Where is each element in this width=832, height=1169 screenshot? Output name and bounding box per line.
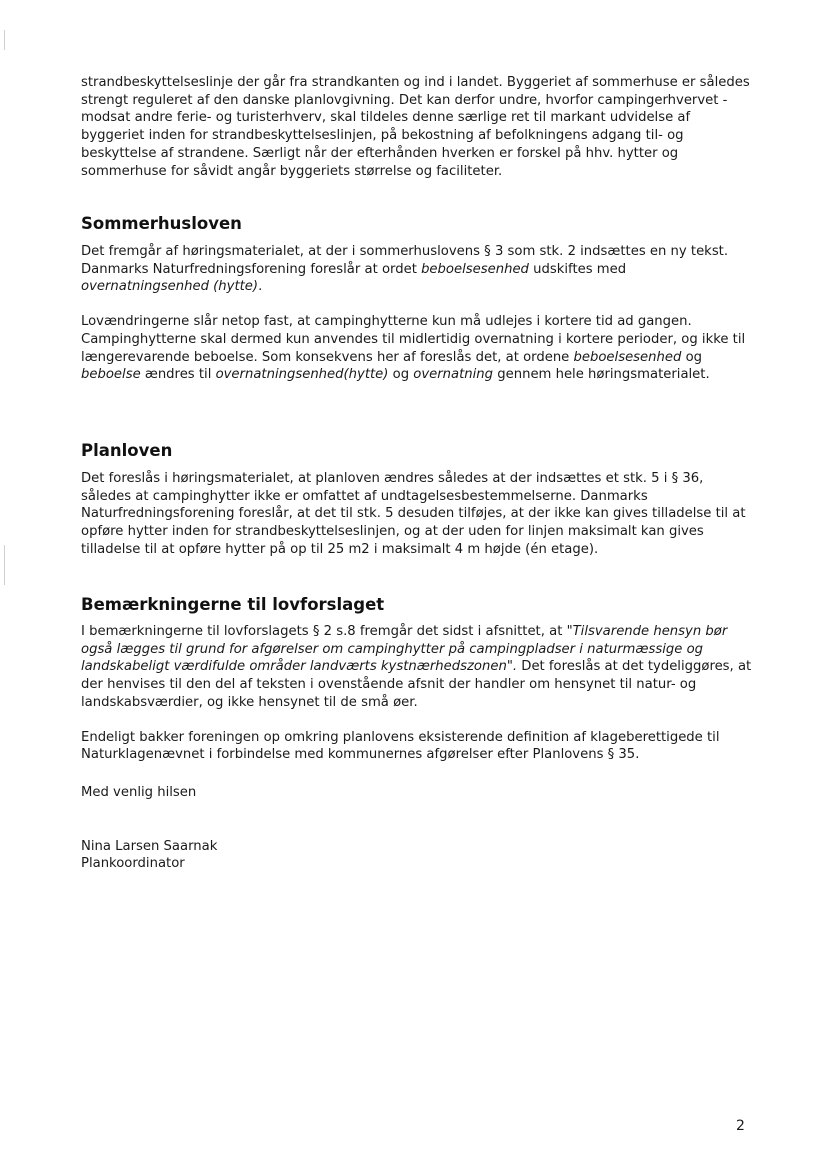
- greeting: Med venlig hilsen: [81, 785, 197, 800]
- sommerhusloven-section: [81, 214, 753, 384]
- planloven-section: [81, 441, 753, 559]
- bemaerkninger-paragraph-1: I bemærkningerne til lovforslagets § 2 s.8 fremgår det sidst i afsnittet, at "Tilsvarende hensyn bør også lægges til grund for afgørelser om campinghytter på campingpladser i naturmæssige og landskabeligt værdifulde områder landværts kystnærhedszonen". Det foreslås at det tydeliggøres, at der henvises til den del af teksten i ovenstående afsnit der handler om hensynet til natur- og landskabsværdier, og ikke hensynet til de små øer.: [81, 624, 752, 710]
- scan-artifact: [4, 30, 5, 50]
- scan-artifact: [4, 545, 5, 585]
- bemaerkninger-section: [81, 595, 753, 764]
- sommerhusloven-paragraph-1: Det fremgår af høringsmaterialet, at der i sommerhuslovens § 3 som stk. 2 indsættes en ny tekst. Danmarks Naturfredningsforening foreslår at ordet beboelsesenhed udskiftes med overnatningsenhed (hytte).: [81, 244, 729, 295]
- intro-section: [81, 74, 753, 180]
- bemaerkninger-paragraph-2: Endeligt bakker foreningen op omkring planlovens eksisterende definition af klageberettigede til Naturklagenævnet i forbindelse med kommunernes afgørelser efter Planlovens § 35.: [81, 729, 720, 763]
- section-heading: Bemærkningerne til lovforslaget: [81, 595, 385, 614]
- sommerhusloven-paragraph-2: Lovændringerne slår netop fast, at campinghytterne kun må udlejes i kortere tid ad gangen. Campinghytterne skal dermed kun anvendes til midlertidig overnatning i kortere perioder, og ikke til længerevarende beboelse. Som konsekvens her af foreslås det, at ordene beboelsesenhed og beboelse ændres til overnatningsenhed(hytte) og overnatning gennem hele høringsmaterialet.: [81, 314, 746, 383]
- signer-name: Nina Larsen Saarnak: [81, 838, 218, 854]
- planloven-paragraph: Det foreslås i høringsmaterialet, at planloven ændres således at der indsættes et stk. 5 i § 36, således at campinghytter ikke er omfattet af undtagelsesbestemmelserne. Danmarks Naturfredningsforening foreslår, at det til stk. 5 desuden tilføjes, at der ikke kan gives tilladelse til at opføre hytter inden for strandbeskyttelseslinjen, og at der uden for linjen maksimalt kan gives tilladelse til at opføre hytter på op til 25 m2 i maksimalt 4 m højde (én etage).: [81, 471, 746, 557]
- section-heading: Planloven: [81, 441, 173, 460]
- intro-paragraph: strandbeskyttelseslinje der går fra strandkanten og ind i landet. Byggeriet af sommerhuse er således strengt reguleret af den danske planlovgivning. Det kan derfor undre, hvorfor campingerhvervet - modsat andre ferie- og turisterhverv, skal tildeles denne særlige ret til markant udvidelse af byggeriet inden for strandbeskyttelseslinjen, på bekostning af befolkningens adgang til- og beskyttelse af strandene. Særligt når der efterhånden hverken er forskel på hhv. hytter og sommerhuse for såvidt angår byggeriets størrelse og faciliteter.: [81, 75, 750, 179]
- signer-title: Plankoordinator: [81, 856, 185, 872]
- page-number: 2: [736, 1118, 745, 1134]
- section-heading: Sommerhusloven: [81, 214, 242, 233]
- closing-section: [81, 784, 753, 873]
